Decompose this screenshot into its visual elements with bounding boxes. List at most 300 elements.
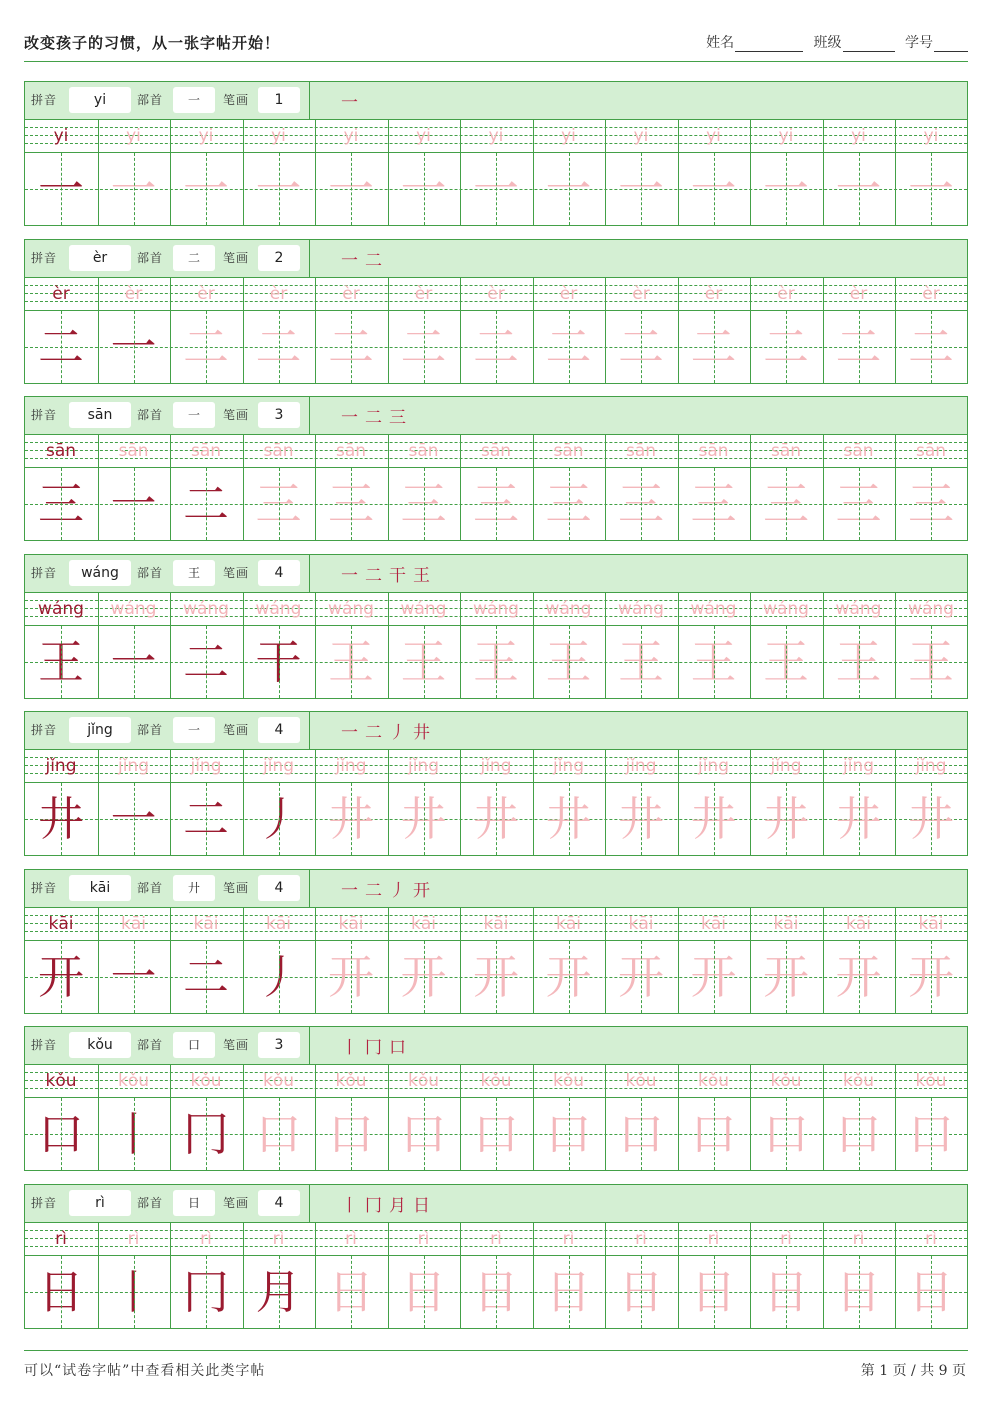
cell-center-guide <box>714 311 715 383</box>
cell-border <box>388 1064 389 1097</box>
hanzi-trace: 二 <box>835 320 882 374</box>
hanzi-row <box>25 783 967 855</box>
cell-center-guide <box>279 626 280 698</box>
cell-border <box>605 1256 606 1328</box>
cell-border <box>243 592 244 625</box>
pinyin-label: 拼音 <box>31 881 58 895</box>
stroke-step: 一 <box>341 408 358 428</box>
cell-border <box>533 153 534 225</box>
cell-border <box>315 749 316 782</box>
cell-border <box>388 1222 389 1255</box>
cell-border <box>605 592 606 625</box>
pinyin-trace: èr <box>414 284 433 304</box>
hanzi-stroke-step: 一 <box>110 792 157 846</box>
cell-center-guide <box>496 311 497 383</box>
cell-center-guide <box>714 1256 715 1328</box>
cell-border <box>605 1098 606 1170</box>
cell-border <box>388 1256 389 1328</box>
cell-border <box>315 311 316 383</box>
hanzi-stroke-step: 一 <box>110 950 157 1004</box>
pinyin-trace: yi <box>126 126 141 146</box>
cell-center-guide <box>351 941 352 1013</box>
cell-border <box>823 1098 824 1170</box>
hanzi-stroke-step: 二 <box>183 950 229 1004</box>
pinyin-trace: èr <box>559 284 578 304</box>
cell-border <box>895 277 896 310</box>
radical-box: 日 <box>173 1190 215 1216</box>
radical-label: 部首 <box>137 408 164 422</box>
pinyin-row <box>25 749 967 783</box>
number-label: 学号 <box>905 35 933 51</box>
cell-border <box>750 311 751 383</box>
stroke-count-box: 4 <box>258 560 300 586</box>
cell-border <box>895 153 896 225</box>
cell-border <box>315 626 316 698</box>
cell-center-guide <box>496 153 497 225</box>
cell-border <box>605 941 606 1013</box>
cell-border <box>170 153 171 225</box>
character-block <box>24 554 968 699</box>
cell-border <box>895 1064 896 1097</box>
student-fields <box>706 32 968 52</box>
character-block <box>24 239 968 384</box>
pinyin-label: 拼音 <box>31 408 58 422</box>
hanzi-trace: 口 <box>690 1107 737 1161</box>
cell-border <box>750 626 751 698</box>
cell-border <box>750 783 751 855</box>
cell-border <box>315 941 316 1013</box>
cell-border <box>243 277 244 310</box>
character-info-bar <box>25 1185 967 1223</box>
pinyin-box: kǒu <box>69 1032 131 1058</box>
cell-border <box>460 592 461 625</box>
cell-border <box>315 592 316 625</box>
pinyin-trace: kǒu <box>842 1071 875 1091</box>
character-info-bar <box>25 82 967 120</box>
hanzi-trace: 开 <box>545 950 592 1004</box>
pinyin-trace: kǒu <box>625 1071 657 1091</box>
hanzi-stroke-step: 月 <box>255 1265 302 1319</box>
stroke-step: 日 <box>413 1196 430 1216</box>
radical-label: 部首 <box>137 93 164 107</box>
stroke-step: 月 <box>389 1196 406 1216</box>
cell-border <box>243 1098 244 1170</box>
hanzi-trace: 口 <box>618 1107 664 1161</box>
cell-center-guide <box>714 468 715 540</box>
cell-center-guide <box>496 468 497 540</box>
pinyin-trace: èr <box>197 284 215 304</box>
cell-border <box>533 1098 534 1170</box>
cell-border <box>243 153 244 225</box>
cell-border <box>170 1064 171 1097</box>
cell-border <box>170 468 171 540</box>
hanzi-stroke-step: 二 <box>183 635 229 689</box>
pinyin-box: kāi <box>69 875 131 901</box>
cell-center-guide <box>931 311 932 383</box>
hanzi-trace: 开 <box>618 950 664 1004</box>
cell-border <box>605 311 606 383</box>
stroke-step: 二 <box>365 723 382 743</box>
pinyin-trace: kāi <box>121 914 146 934</box>
cell-border <box>533 1064 534 1097</box>
pinyin-label: 拼音 <box>31 1196 58 1210</box>
character-info-bar <box>25 712 967 750</box>
cell-center-guide <box>61 941 62 1013</box>
pinyin-trace: sān <box>698 441 729 461</box>
cell-center-guide <box>714 626 715 698</box>
radical-box: 二 <box>173 245 215 271</box>
pinyin-trace: sān <box>553 441 584 461</box>
info-divider <box>309 1185 310 1222</box>
cell-border <box>388 907 389 940</box>
cell-border <box>605 907 606 940</box>
cell-center-guide <box>641 468 642 540</box>
hanzi-trace: 口 <box>328 1107 374 1161</box>
pinyin-trace: kǒu <box>552 1071 585 1091</box>
pinyin-trace: kǒu <box>262 1071 295 1091</box>
cell-border <box>98 119 99 152</box>
cell-border <box>98 783 99 855</box>
cell-border <box>98 1098 99 1170</box>
cell-border <box>605 749 606 782</box>
pinyin-trace: rì <box>490 1229 502 1249</box>
pinyin-trace: jǐng <box>915 756 947 776</box>
class-label: 班级 <box>813 35 842 51</box>
cell-border <box>533 1256 534 1328</box>
cell-border <box>460 119 461 152</box>
pinyin-trace: wáng <box>763 599 809 619</box>
cell-center-guide <box>569 1098 570 1170</box>
pinyin-trace: sān <box>408 441 439 461</box>
cell-border <box>388 311 389 383</box>
hanzi-trace: 口 <box>473 1107 519 1161</box>
cell-border <box>170 626 171 698</box>
hanzi-trace: 一 <box>255 162 302 216</box>
hanzi-trace: 日 <box>618 1265 664 1319</box>
info-divider <box>309 555 310 592</box>
cell-border <box>98 153 99 225</box>
cell-border <box>678 783 679 855</box>
cell-border <box>460 1256 461 1328</box>
pinyin-trace: yi <box>633 126 649 146</box>
hanzi-trace: 一 <box>110 162 157 216</box>
pinyin-trace: kǒu <box>915 1071 947 1091</box>
cell-center-guide <box>786 153 787 225</box>
cell-center-guide <box>134 1256 135 1328</box>
cell-center-guide <box>931 153 932 225</box>
radical-label: 部首 <box>137 251 164 265</box>
hanzi-stroke-step: 丨 <box>110 1265 157 1319</box>
cell-border <box>243 626 244 698</box>
hanzi-trace: 一 <box>690 162 737 216</box>
cell-border <box>750 941 751 1013</box>
hanzi-trace: 三 <box>400 477 447 531</box>
cell-center-guide <box>279 468 280 540</box>
character-block <box>24 869 968 1014</box>
cell-border <box>315 153 316 225</box>
pinyin-trace: kǒu <box>480 1071 512 1091</box>
cell-center-guide <box>641 1256 642 1328</box>
pinyin-model: èr <box>52 284 70 304</box>
cell-border <box>388 153 389 225</box>
hanzi-stroke-step: 丿 <box>255 792 302 846</box>
pinyin-trace: rì <box>852 1229 865 1249</box>
pinyin-trace: yi <box>851 126 866 146</box>
cell-border <box>895 1098 896 1170</box>
cell-center-guide <box>279 941 280 1013</box>
cell-border <box>98 626 99 698</box>
pinyin-trace: sān <box>118 441 149 461</box>
hanzi-trace: 井 <box>473 792 519 846</box>
page-title: 改变孩子的习惯，从一张字帖开始！ <box>24 34 281 52</box>
hanzi-trace: 王 <box>763 635 809 689</box>
pinyin-trace: èr <box>487 284 505 304</box>
hanzi-trace: 三 <box>618 477 664 531</box>
pinyin-trace: rì <box>562 1229 575 1249</box>
hanzi-stroke-step: 一 <box>110 320 157 374</box>
cell-border <box>678 907 679 940</box>
pinyin-trace: wáng <box>255 599 302 619</box>
hanzi-trace: 口 <box>255 1107 302 1161</box>
hanzi-trace: 口 <box>908 1107 954 1161</box>
hanzi-trace: 二 <box>690 320 737 374</box>
cell-border <box>98 434 99 467</box>
cell-border <box>315 119 316 152</box>
hanzi-stroke-step: 一 <box>110 635 157 689</box>
pinyin-trace: rì <box>707 1229 720 1249</box>
hanzi-trace: 一 <box>763 162 809 216</box>
stroke-count-box: 3 <box>258 402 300 428</box>
hanzi-trace: 日 <box>908 1265 954 1319</box>
cell-border <box>678 1222 679 1255</box>
pinyin-trace: rì <box>345 1229 357 1249</box>
cell-border <box>533 434 534 467</box>
cell-center-guide <box>931 941 932 1013</box>
hanzi-trace: 二 <box>545 320 592 374</box>
cell-center-guide <box>641 783 642 855</box>
hanzi-trace: 三 <box>545 477 592 531</box>
hanzi-trace: 开 <box>473 950 519 1004</box>
cell-border <box>895 907 896 940</box>
pinyin-trace: rì <box>780 1229 792 1249</box>
cell-border <box>243 434 244 467</box>
cell-border <box>895 626 896 698</box>
cell-center-guide <box>496 626 497 698</box>
hanzi-trace: 开 <box>763 950 809 1004</box>
hanzi-row <box>25 941 967 1013</box>
cell-center-guide <box>859 468 860 540</box>
stroke-step: 冂 <box>365 1038 382 1058</box>
hanzi-row <box>25 1098 967 1170</box>
cell-border <box>460 153 461 225</box>
radical-label: 部首 <box>137 1196 164 1210</box>
hanzi-trace: 井 <box>763 792 809 846</box>
pinyin-trace: kāi <box>193 914 219 934</box>
pinyin-row <box>25 277 967 311</box>
cell-center-guide <box>351 1256 352 1328</box>
hanzi-trace: 三 <box>328 477 374 531</box>
cell-center-guide <box>279 311 280 383</box>
cell-border <box>460 1222 461 1255</box>
cell-border <box>315 1064 316 1097</box>
pinyin-label: 拼音 <box>31 723 58 737</box>
hanzi-trace: 王 <box>328 635 374 689</box>
stroke-step: 丿 <box>389 723 406 743</box>
number-field[interactable] <box>934 37 968 52</box>
character-info-bar <box>25 1027 967 1065</box>
cell-center-guide <box>351 783 352 855</box>
cell-border <box>750 1064 751 1097</box>
hanzi-trace: 王 <box>473 635 519 689</box>
hanzi-trace: 二 <box>400 320 447 374</box>
pinyin-model: sān <box>45 441 77 461</box>
cell-border <box>243 1222 244 1255</box>
cell-border <box>315 783 316 855</box>
stroke-step: 二 <box>365 881 382 901</box>
cell-center-guide <box>859 783 860 855</box>
hanzi-stroke-step: 冂 <box>183 1265 229 1319</box>
pinyin-trace: sān <box>915 441 947 461</box>
cell-border <box>243 119 244 152</box>
cell-center-guide <box>714 1098 715 1170</box>
character-info-bar <box>25 397 967 435</box>
name-field[interactable] <box>735 37 803 52</box>
cell-center-guide <box>424 153 425 225</box>
pinyin-trace: kǒu <box>117 1071 150 1091</box>
hanzi-trace: 王 <box>618 635 664 689</box>
info-divider <box>309 712 310 749</box>
cell-border <box>533 941 534 1013</box>
cell-border <box>243 468 244 540</box>
pinyin-trace: rì <box>925 1229 937 1249</box>
cell-border <box>823 311 824 383</box>
hanzi-model: 日 <box>38 1265 84 1319</box>
cell-border <box>388 119 389 152</box>
class-field[interactable] <box>843 37 895 52</box>
character-info-bar <box>25 240 967 278</box>
name-label: 姓名 <box>706 35 735 51</box>
pinyin-trace: rì <box>272 1229 285 1249</box>
hanzi-trace: 二 <box>328 320 374 374</box>
hanzi-trace: 开 <box>328 950 374 1004</box>
cell-border <box>605 468 606 540</box>
cell-center-guide <box>641 1098 642 1170</box>
strokes-label: 笔画 <box>223 93 250 107</box>
cell-border <box>750 592 751 625</box>
cell-border <box>315 434 316 467</box>
pinyin-trace: yi <box>271 126 286 146</box>
pinyin-trace: rì <box>635 1229 647 1249</box>
hanzi-trace: 一 <box>835 162 882 216</box>
hanzi-trace: 井 <box>328 792 374 846</box>
stroke-step: 丨 <box>341 1196 358 1216</box>
cell-border <box>388 1098 389 1170</box>
hanzi-trace: 开 <box>400 950 447 1004</box>
cell-center-guide <box>424 468 425 540</box>
pinyin-trace: èr <box>342 284 360 304</box>
hanzi-trace: 井 <box>690 792 737 846</box>
cell-center-guide <box>931 626 932 698</box>
cell-border <box>98 1222 99 1255</box>
cell-center-guide <box>641 153 642 225</box>
stroke-count-box: 2 <box>258 245 300 271</box>
hanzi-trace: 口 <box>545 1107 592 1161</box>
hanzi-trace: 三 <box>908 477 954 531</box>
cell-center-guide <box>134 783 135 855</box>
pinyin-trace: jǐng <box>625 756 657 776</box>
cell-border <box>170 277 171 310</box>
pinyin-trace: kāi <box>918 914 944 934</box>
cell-center-guide <box>351 153 352 225</box>
cell-border <box>605 434 606 467</box>
hanzi-stroke-step: 冂 <box>183 1107 229 1161</box>
pinyin-trace: rì <box>127 1229 140 1249</box>
cell-border <box>678 1256 679 1328</box>
pinyin-trace: kāi <box>411 914 436 934</box>
stroke-step: 干 <box>389 566 406 586</box>
cell-center-guide <box>786 626 787 698</box>
pinyin-box: jǐng <box>69 717 131 743</box>
cell-border <box>605 277 606 310</box>
hanzi-trace: 二 <box>183 320 229 374</box>
hanzi-trace: 一 <box>618 162 664 216</box>
radical-label: 部首 <box>137 881 164 895</box>
cell-border <box>678 626 679 698</box>
cell-border <box>895 592 896 625</box>
stroke-step: 井 <box>413 723 430 743</box>
pinyin-trace: rì <box>417 1229 430 1249</box>
cell-border <box>895 749 896 782</box>
cell-border <box>460 468 461 540</box>
cell-border <box>170 749 171 782</box>
pinyin-trace: kāi <box>701 914 726 934</box>
hanzi-trace: 口 <box>763 1107 809 1161</box>
cell-center-guide <box>569 311 570 383</box>
stroke-step: 开 <box>413 881 430 901</box>
cell-center-guide <box>206 626 207 698</box>
pinyin-model: kāi <box>48 914 74 934</box>
page-header <box>24 32 968 56</box>
cell-border <box>98 311 99 383</box>
cell-center-guide <box>569 153 570 225</box>
cell-border <box>678 1098 679 1170</box>
cell-border <box>315 468 316 540</box>
stroke-step: 冂 <box>365 1196 382 1216</box>
cell-border <box>533 1222 534 1255</box>
cell-border <box>895 119 896 152</box>
pinyin-trace: sān <box>190 441 222 461</box>
cell-border <box>98 907 99 940</box>
hanzi-model: 一 <box>38 162 84 216</box>
strokes-label: 笔画 <box>223 566 250 580</box>
cell-center-guide <box>206 311 207 383</box>
cell-center-guide <box>61 153 62 225</box>
hanzi-trace: 日 <box>473 1265 519 1319</box>
stroke-step: 口 <box>389 1038 406 1058</box>
header-divider <box>24 61 968 62</box>
pinyin-trace: wáng <box>545 599 592 619</box>
cell-center-guide <box>569 1256 570 1328</box>
hanzi-trace: 二 <box>618 320 664 374</box>
hanzi-stroke-step: 二 <box>183 477 229 531</box>
pinyin-trace: yi <box>198 126 214 146</box>
hanzi-trace: 井 <box>835 792 882 846</box>
character-block <box>24 1184 968 1329</box>
cell-border <box>460 1098 461 1170</box>
pinyin-trace: kǒu <box>407 1071 440 1091</box>
hanzi-trace: 二 <box>908 320 954 374</box>
cell-center-guide <box>61 1098 62 1170</box>
